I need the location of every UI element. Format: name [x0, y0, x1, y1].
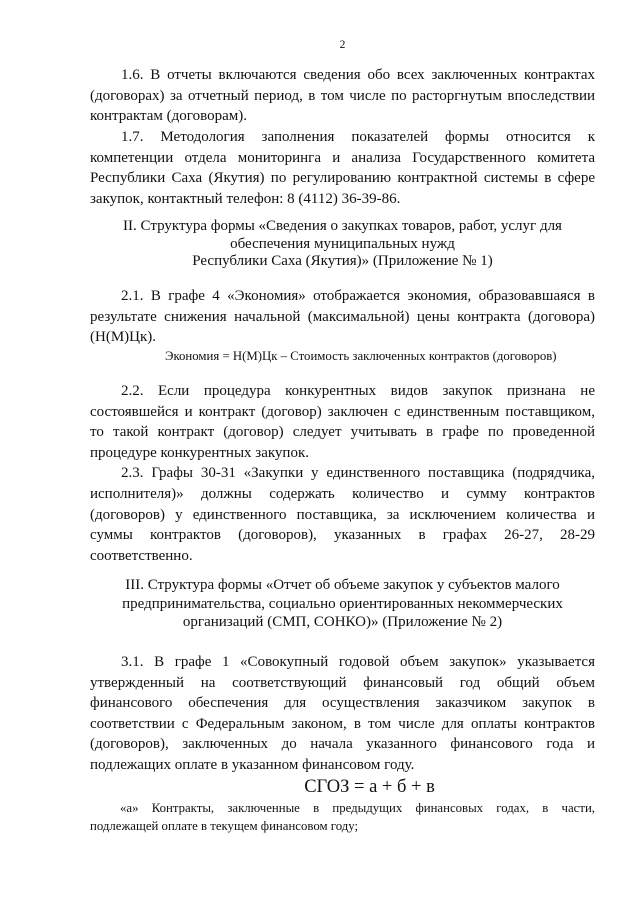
heading-line: II. Структура формы «Сведения о закупках товаров, работ, услуг для [123, 218, 562, 234]
text-line: соответственно. [90, 547, 193, 564]
text-line: «а» Контракты, заключенные в предыдущих финансовых годах, в части, [120, 801, 595, 815]
paragraph-2-3 [90, 463, 595, 566]
text-line: 1.6. В отчеты включаются сведения обо всех заключенных контрактах [121, 67, 595, 83]
text-line: финансового обеспечения для осуществления заказчиком закупок в [90, 695, 595, 712]
text-line: (договоров), заключенных до начала указанного финансового года и [90, 736, 595, 753]
text-line: исполнителя)» должны содержать количество и сумму контрактов [90, 485, 595, 502]
text-line: 2.3. Графы 30-31 «Закупки у единственного поставщика (подрядчика, [121, 465, 595, 482]
heading-line: III. Структура формы «Отчет об объеме закупок у субъектов малого [125, 577, 560, 593]
text-line: 3.1. В графе 1 «Совокупный годовой объем закупок» указывается [121, 654, 595, 670]
sgoz-formula: СГОЗ = а + б + в [304, 777, 435, 797]
text-line: подлежащей оплате в текущем финансовом году; [90, 819, 359, 833]
section-heading-2 [90, 218, 595, 271]
heading-line: предпринимательства, социально ориентированных некоммерческих [122, 595, 563, 612]
text-line: состоявшейся и контракт (договор) заключен с единственным поставщиком, [90, 403, 595, 420]
text-line: процедуре конкурентных закупок. [90, 444, 310, 461]
text-line: (договорах) за отчетный период, в том числе по расторгнутым впоследствии [90, 87, 595, 104]
text-line: то такой контракт (договор) следует учитывать в графе по проведенной [90, 424, 595, 441]
text-line: 2.1. В графе 4 «Экономия» отображается экономия, образовавшаяся в [121, 288, 595, 304]
paragraph-1-6 [90, 65, 595, 127]
text-line: (Н(М)Цк). [90, 329, 157, 346]
paragraph-2-2 [90, 381, 595, 463]
page-number: 2 [339, 39, 346, 51]
paragraph-2-1 [90, 286, 595, 348]
economy-formula: Экономия = Н(М)Цк – Стоимость заключенных контрактов (договоров) [165, 349, 557, 363]
text-line: 2.2. Если процедура конкурентных видов закупок признана не [121, 383, 595, 399]
text-line: компетенции отдела мониторинга и анализа Государственного комитета [90, 149, 595, 166]
text-line: контрактам (договорам). [90, 108, 247, 125]
heading-line: обеспечения муниципальных нужд [230, 235, 455, 252]
text-line: Республики Саха (Якутия) по регулированию контрактной системы в сфере [90, 170, 595, 187]
text-line: закупок, контактный телефон: 8 (4112) 36-39-86. [90, 190, 401, 207]
text-line: результате снижения начальной (максимальной) цены контракта (договора) [90, 308, 595, 325]
heading-line: Республики Саха (Якутия)» (Приложение № 1) [192, 253, 493, 270]
text-line: подлежащих оплате в указанном финансовом году. [90, 756, 415, 773]
text-line: суммы контрактов (договоров), указанных в графах 26-27, 28-29 [90, 527, 595, 544]
paragraph-3-1 [90, 652, 595, 776]
paragraph-1-7 [90, 127, 595, 209]
text-line: (договоров) у единственного поставщика, за исключением количества и [90, 506, 595, 523]
note-a-paragraph [90, 799, 595, 835]
text-line: утвержденный на соответствующий финансовый год общий объем [90, 674, 595, 691]
heading-line: организаций (СМП, СОНКО)» (Приложение № 2) [182, 614, 503, 630]
text-line: соответствии с Федеральным законом, в том числе для оплаты контрактов [90, 715, 595, 732]
section-heading-3 [90, 576, 595, 632]
text-line: 1.7. Методология заполнения показателей формы относится к [121, 129, 595, 145]
